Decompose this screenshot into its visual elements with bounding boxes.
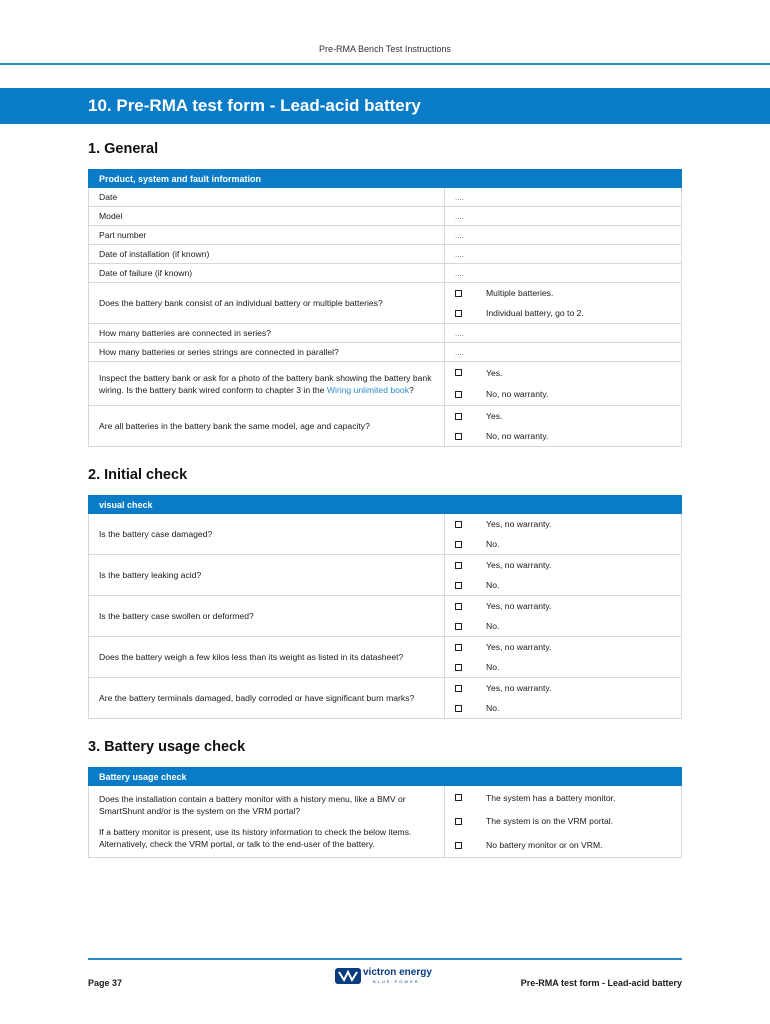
option-label: Yes, no warranty. — [486, 560, 552, 570]
question-label: Is the battery case damaged? — [89, 514, 445, 554]
checkbox[interactable] — [455, 310, 462, 317]
chapter-banner — [0, 88, 770, 124]
answer-field[interactable]: .... — [455, 328, 464, 338]
answer-field[interactable]: .... — [455, 347, 464, 357]
victron-logo-icon — [335, 966, 361, 986]
table-row — [88, 514, 682, 555]
running-header: Pre-RMA Bench Test Instructions — [319, 44, 451, 54]
table-row — [88, 283, 682, 324]
option-label: The system has a battery monitor. — [486, 792, 616, 803]
question-label: Are the battery terminals damaged, badly corroded or have significant burn marks? — [89, 678, 445, 718]
header-rule — [0, 63, 770, 65]
logo-tagline: BLUE POWER — [373, 979, 420, 984]
answer-field[interactable]: .... — [455, 192, 464, 202]
logo-wordmark: victron energy — [363, 967, 432, 978]
table-row — [88, 324, 682, 343]
option-label: Yes, no warranty. — [486, 519, 552, 529]
question-label: How many batteries are connected in series? — [89, 324, 445, 342]
option-label: No battery monitor or on VRM. — [486, 840, 603, 851]
table-row — [88, 596, 682, 637]
question-note: If a battery monitor is present, use its history information to check the below items. Alternatively, check the VRM portal, or talk to the end-user of the battery. — [99, 827, 412, 850]
checkbox[interactable] — [455, 842, 462, 849]
question-label: Date of installation (if known) — [89, 245, 445, 263]
option-label: No. — [486, 703, 500, 713]
table-row — [88, 786, 682, 858]
question-label: Is the battery leaking acid? — [89, 555, 445, 595]
wiring-unlimited-link[interactable]: Wiring unlimited book — [326, 384, 410, 395]
question-label: Does the battery bank consist of an individual battery or multiple batteries? — [89, 283, 445, 323]
checkbox[interactable] — [455, 290, 462, 297]
victron-energy-logo — [335, 966, 440, 988]
section-title-battery-usage: 3. Battery usage check — [88, 739, 246, 755]
question-label — [89, 362, 445, 405]
question-text: Does the installation contain a battery monitor with a history menu, like a BMV or SmartShunt and/or is the system on the VRM portal? — [99, 793, 406, 816]
table-row — [88, 343, 682, 362]
checkbox[interactable] — [455, 705, 462, 712]
table-row — [88, 188, 682, 207]
chapter-title: 10. Pre-RMA test form - Lead-acid battery — [88, 96, 421, 115]
checkbox[interactable] — [455, 521, 462, 528]
checkbox[interactable] — [455, 794, 462, 801]
footer-rule — [88, 958, 682, 960]
question-label: How many batteries or series strings are connected in parallel? — [89, 343, 445, 361]
option-label: No. — [486, 580, 500, 590]
option-label: Multiple batteries. — [486, 288, 554, 298]
visual-check-table — [88, 495, 682, 719]
answer-field[interactable]: .... — [455, 268, 464, 278]
question-text: Inspect the battery bank or ask for a photo of the battery bank showing the battery bank wiring. Is the battery bank wired conform to chapter 3 in the — [99, 372, 432, 395]
option-label: Yes. — [486, 411, 503, 421]
table-header: Battery usage check — [88, 767, 682, 786]
checkbox[interactable] — [455, 685, 462, 692]
checkbox[interactable] — [455, 369, 462, 376]
section-title-general: 1. General — [88, 141, 159, 157]
table-row — [88, 555, 682, 596]
question-label: Part number — [89, 226, 445, 244]
option-label: No. — [486, 662, 500, 672]
table-row — [88, 264, 682, 283]
checkbox[interactable] — [455, 413, 462, 420]
question-label: Date — [89, 188, 445, 206]
question-label: Date of failure (if known) — [89, 264, 445, 282]
question-label: Model — [89, 207, 445, 225]
answer-field[interactable]: .... — [455, 249, 464, 259]
checkbox[interactable] — [455, 664, 462, 671]
table-row — [88, 406, 682, 447]
page-number: Page 37 — [88, 978, 123, 988]
option-label: No, no warranty. — [486, 431, 549, 441]
checkbox[interactable] — [455, 818, 462, 825]
question-text-end: ? — [409, 384, 414, 395]
checkbox[interactable] — [455, 644, 462, 651]
table-row — [88, 678, 682, 719]
table-header: visual check — [88, 495, 682, 514]
general-table — [88, 169, 682, 447]
table-row — [88, 226, 682, 245]
checkbox[interactable] — [455, 433, 462, 440]
checkbox[interactable] — [455, 582, 462, 589]
table-header: Product, system and fault information — [88, 169, 682, 188]
option-label: Yes, no warranty. — [486, 601, 552, 611]
option-label: Yes, no warranty. — [486, 642, 552, 652]
option-label: No, no warranty. — [486, 389, 549, 400]
option-label: Yes, no warranty. — [486, 683, 552, 693]
option-label: The system is on the VRM portal. — [486, 816, 614, 827]
table-row — [88, 245, 682, 264]
table-row — [88, 637, 682, 678]
option-label: Individual battery, go to 2. — [486, 308, 584, 318]
checkbox[interactable] — [455, 603, 462, 610]
checkbox[interactable] — [455, 623, 462, 630]
answer-field[interactable]: .... — [455, 211, 464, 221]
question-label — [89, 786, 445, 857]
option-label: No. — [486, 539, 500, 549]
question-label: Does the battery weigh a few kilos less than its weight as listed in its datasheet? — [89, 637, 445, 677]
answer-field[interactable]: .... — [455, 230, 464, 240]
checkbox[interactable] — [455, 391, 462, 398]
section-title-initial-check: 2. Initial check — [88, 467, 188, 483]
checkbox[interactable] — [455, 541, 462, 548]
question-label: Are all batteries in the battery bank the same model, age and capacity? — [89, 406, 445, 446]
checkbox[interactable] — [455, 562, 462, 569]
table-row — [88, 207, 682, 226]
table-row — [88, 362, 682, 406]
question-label: Is the battery case swollen or deformed? — [89, 596, 445, 636]
option-label: Yes. — [486, 367, 503, 378]
option-label: No. — [486, 621, 500, 631]
footer-title: Pre-RMA test form - Lead-acid battery — [520, 978, 682, 988]
battery-usage-table — [88, 767, 682, 858]
